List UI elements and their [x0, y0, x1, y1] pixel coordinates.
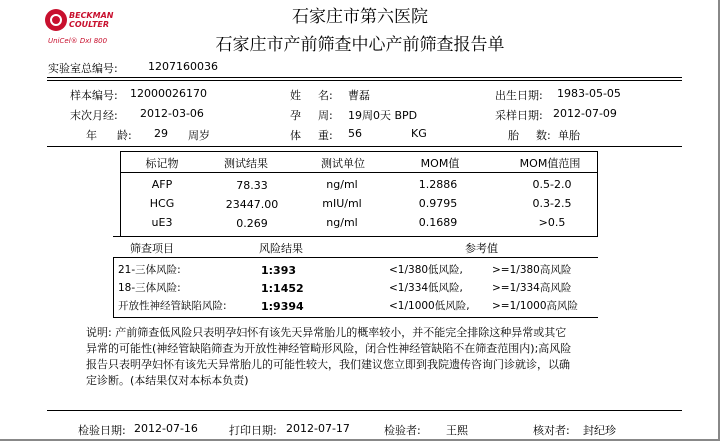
- marker-range: 0.5-2.0: [532, 178, 572, 191]
- risk-result: 1:1452: [261, 282, 304, 295]
- gestational-age: 19周0天 BPD: [348, 109, 418, 122]
- marker-name: AFP: [151, 178, 173, 191]
- footer-line: [47, 410, 682, 411]
- risk-header-result: 风险结果: [259, 242, 303, 255]
- divider-mid: [47, 146, 682, 147]
- lmp-label: 末次月经:: [70, 109, 118, 122]
- marker-range: >0.5: [538, 216, 566, 229]
- note-line-3: 报告只表明孕妇怀有该先天异常胎儿的可能性较大，我们建议您立即到我院遗传咨询门诊就诊，以确: [86, 358, 570, 371]
- note-line-4: 定诊断。(本结果仅对本标本负责): [86, 374, 249, 387]
- risk-item: 开放性神经管缺陷风险:: [118, 300, 227, 312]
- note-line-2: 异常的可能性(神经管缺陷筛查为开放性神经管畸形风险，闭合性神经管缺陷不在筛查范围内);高风险: [86, 342, 572, 355]
- risk-header-line: [113, 257, 598, 258]
- markers-header-unit: 测试单位: [321, 157, 365, 170]
- marker-name: uE3: [151, 216, 173, 229]
- age-label-1: 年: [86, 129, 97, 142]
- name-label-2: 名:: [318, 89, 333, 102]
- examiner-value: 王熙: [446, 424, 468, 437]
- marker-unit: ng/ml: [326, 178, 358, 191]
- fetus-value: 单胎: [558, 129, 580, 142]
- examiner-label: 检验者:: [384, 424, 421, 437]
- risk-left-line: [113, 257, 114, 317]
- marker-result: 0.269: [236, 217, 268, 230]
- ga-label-2: 周:: [318, 109, 333, 122]
- risk-header-item: 筛查项目: [130, 242, 174, 255]
- logo-text-model: UniCel® DxI 800: [48, 37, 108, 45]
- sample-no-label: 样本编号:: [70, 89, 118, 102]
- marker-unit: mIU/ml: [322, 197, 362, 210]
- patient-name: 曹磊: [348, 89, 370, 102]
- weight-label-2: 重:: [318, 129, 333, 142]
- marker-name: HCG: [149, 197, 175, 210]
- markers-left-line: [120, 151, 121, 236]
- risk-top-line: [113, 236, 598, 237]
- weight-unit: KG: [411, 127, 427, 140]
- risk-header-ref: 参考值: [465, 242, 498, 255]
- age-value: 29: [154, 127, 168, 140]
- risk-ref-low: <1/380低风险,: [389, 264, 463, 276]
- weight-label-1: 体: [290, 129, 301, 142]
- risk-ref-high: >=1/334高风险: [492, 282, 572, 294]
- reviewer-label: 核对者:: [533, 424, 570, 437]
- print-date-label: 打印日期:: [229, 424, 277, 437]
- logo-text-coulter: COULTER: [69, 20, 110, 29]
- exam-date-label: 检验日期:: [78, 424, 126, 437]
- risk-item: 21-三体风险:: [118, 264, 181, 276]
- note-line-1: 说明: 产前筛查低风险只表明孕妇怀有该先天异常胎儿的概率较小，并不能完全排除这种异常或其它: [86, 326, 567, 339]
- sample-no-value: 12000026170: [130, 87, 207, 100]
- marker-range: 0.3-2.5: [532, 197, 572, 210]
- age-label-2: 龄:: [117, 129, 132, 142]
- markers-header-line: [120, 172, 598, 173]
- risk-ref-low: <1/334低风险,: [389, 282, 463, 294]
- fetus-label-1: 胎: [508, 129, 519, 142]
- reviewer-value: 封纪珍: [583, 424, 616, 437]
- risk-ref-low: <1/1000低风险,: [389, 300, 470, 312]
- beckman-coulter-logo-icon: [45, 9, 67, 31]
- logo-text-beckman: BECKMAN: [69, 11, 114, 20]
- risk-item: 18-三体风险:: [118, 282, 181, 294]
- marker-result: 78.33: [236, 179, 268, 192]
- collect-date-label: 采样日期:: [495, 109, 543, 122]
- markers-right-line: [597, 151, 598, 236]
- marker-mom: 0.9795: [418, 197, 458, 210]
- risk-ref-high: >=1/380高风险: [492, 264, 572, 276]
- collect-date-value: 2012-07-09: [553, 107, 617, 120]
- markers-header-mom: MOM值: [420, 157, 460, 170]
- report-title: 石家庄市产前筛查中心产前筛查报告单: [215, 35, 505, 55]
- risk-result: 1:9394: [261, 300, 304, 313]
- marker-unit: ng/ml: [326, 216, 358, 229]
- lab-no-label: 实验室总编号:: [48, 62, 118, 75]
- risk-bottom-line: [113, 317, 598, 318]
- print-date-value: 2012-07-17: [286, 422, 350, 435]
- markers-header-range: MOM值范围: [519, 157, 581, 170]
- divider-top-2: [47, 80, 682, 81]
- dob-label: 出生日期:: [495, 89, 543, 102]
- ga-label-1: 孕: [290, 109, 301, 122]
- risk-ref-high: >=1/1000高风险: [492, 300, 579, 312]
- divider-top-1: [47, 77, 682, 78]
- weight-value: 56: [348, 127, 362, 140]
- name-label-1: 姓: [290, 89, 301, 102]
- markers-header-marker: 标记物: [145, 157, 179, 170]
- fetus-label-2: 数:: [536, 129, 551, 142]
- hospital-title: 石家庄市第六医院: [292, 7, 428, 27]
- marker-mom: 1.2886: [418, 178, 458, 191]
- exam-date-value: 2012-07-16: [134, 422, 198, 435]
- marker-result: 23447.00: [225, 198, 279, 211]
- markers-header-result: 测试结果: [224, 157, 268, 170]
- lmp-value: 2012-03-06: [140, 107, 204, 120]
- lab-no-value: 1207160036: [148, 60, 218, 73]
- marker-mom: 0.1689: [418, 216, 458, 229]
- age-unit: 周岁: [188, 129, 210, 142]
- dob-value: 1983-05-05: [557, 87, 621, 100]
- markers-top-line: [120, 151, 598, 152]
- risk-result: 1:393: [261, 264, 297, 277]
